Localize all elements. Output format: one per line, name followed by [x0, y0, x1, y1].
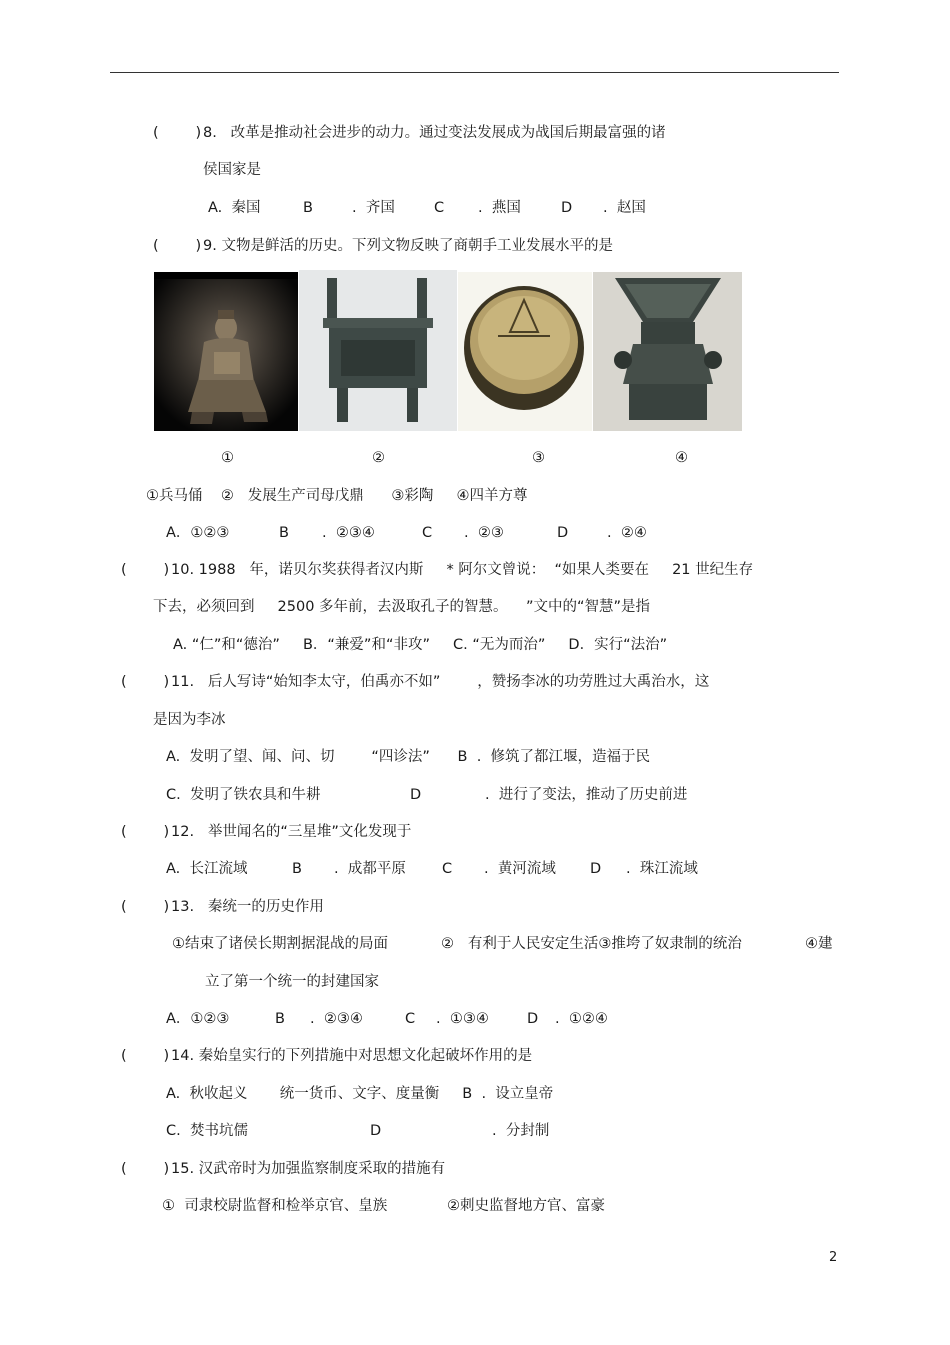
q13-paren: ( )	[121, 899, 170, 915]
q13-item-4: ④建	[805, 936, 833, 952]
q11-option-d: . 进行了变法，推动了历史前进	[485, 787, 688, 803]
q13-option-d-letter: D	[527, 1011, 539, 1027]
q13-stem: 13. 秦统一的历史作用	[171, 899, 324, 915]
q12-option-d-letter: D	[590, 861, 602, 877]
q11-option-d-letter: D	[410, 787, 422, 803]
q13-option-c-letter: C	[405, 1011, 416, 1027]
q9-option-c: . ②③	[464, 525, 504, 541]
q13-option-d: . ①②④	[555, 1011, 608, 1027]
q14-paren: ( )	[121, 1048, 170, 1064]
q10-stem: 10. 1988 年，诺贝尔奖获得者汉内斯 * 阿尔文曾说： “如果人类要在 21 世纪生存	[171, 562, 754, 578]
q8-option-d-letter: D	[561, 200, 573, 216]
painted-pottery-image	[458, 272, 592, 431]
q11-paren: ( )	[121, 674, 170, 690]
q9-paren: ( )	[153, 238, 202, 254]
q14-option-d-letter: D	[370, 1123, 382, 1139]
q12-stem: 12. 举世闻名的“三星堆”文化发现于	[171, 824, 412, 840]
q12-option-d: . 珠江流域	[626, 861, 698, 877]
q11-option-c: C. 发明了铁农具和牛耕	[166, 787, 321, 803]
q8-option-c: . 燕国	[478, 200, 521, 216]
q8-paren: ( )	[153, 125, 202, 141]
q13-option-a: A．①②③	[166, 1011, 230, 1027]
q12-option-a: A. 长江流域	[166, 861, 248, 877]
q13-option-b-letter: B	[275, 1011, 285, 1027]
q14-option-d: . 分封制	[492, 1123, 550, 1139]
q11-options-ab: A. 发明了望、闻、问、切 “四诊法” B . 修筑了都江堰，造福于民	[166, 749, 651, 765]
q15-paren: ( )	[121, 1161, 170, 1177]
terracotta-warrior-image	[154, 272, 298, 431]
q10-options: A. “仁”和“德治” B．“兼爱”和“非攻” C. “无为而治” D．实行“法治”	[173, 637, 668, 653]
q12-option-c: . 黄河流域	[484, 861, 556, 877]
q12-option-b: . 成都平原	[334, 861, 406, 877]
q9-option-d: . ②④	[607, 525, 647, 541]
q15-item-1: ① 司隶校尉监督和检举京官、皇族	[162, 1198, 388, 1214]
q11-stem: 11. 后人写诗“始知李太守，伯禹亦不如” ，赞扬李冰的功劳胜过大禹治水，这	[171, 674, 710, 690]
q15-item-2: ②刺史监督地方官、富豪	[447, 1198, 605, 1214]
q10-paren: ( )	[121, 562, 170, 578]
four-ram-zun-image	[593, 272, 742, 431]
page-number: 2	[829, 1250, 838, 1265]
q14-option-c: C. 焚书坑儒	[166, 1123, 248, 1139]
q8-option-c-letter: C	[434, 200, 445, 216]
q15-stem: 15. 汉武帝时为加强监察制度采取的措施有	[171, 1161, 446, 1177]
q8-stem-cont: 侯国家是	[203, 162, 261, 178]
image-caption-1: ①	[221, 450, 234, 466]
simuwu-ding-image	[299, 270, 457, 431]
q8-option-b: . 齐国	[352, 200, 395, 216]
q13-item-4-cont: 立了第一个统一的封建国家	[205, 974, 379, 990]
q14-options-ab: A. 秋收起义 统一货币、文字、度量衡 B . 设立皇帝	[166, 1086, 554, 1102]
q8-option-b-letter: B	[303, 200, 313, 216]
q10-stem-cont: 下去，必须回到 2500 多年前，去汲取孔子的智慧。 ”文中的“智慧”是指	[153, 599, 651, 615]
q12-option-b-letter: B	[292, 861, 302, 877]
q11-stem-cont: 是因为李冰	[153, 712, 226, 728]
q13-item-1: ①结束了诸侯长期割据混战的局面	[172, 936, 388, 952]
q14-stem: 14. 秦始皇实行的下列措施中对思想文化起破坏作用的是	[171, 1048, 533, 1064]
q12-paren: ( )	[121, 824, 170, 840]
image-caption-2: ②	[372, 450, 385, 466]
image-caption-4: ④	[675, 450, 688, 466]
q13-option-b: . ②③④	[310, 1011, 363, 1027]
q9-option-d-letter: D	[557, 525, 569, 541]
q8-stem: 8. 改革是推动社会进步的动力。通过变法发展成为战国后期最富强的诸	[203, 125, 666, 141]
q13-item-2-3: ② 有利于人民安定生活③推垮了奴隶制的统治	[441, 936, 742, 952]
q8-option-d: . 赵国	[603, 200, 646, 216]
image-caption-3: ③	[532, 450, 545, 466]
q9-option-c-letter: C	[422, 525, 433, 541]
q12-option-c-letter: C	[442, 861, 453, 877]
header-rule	[110, 72, 839, 73]
q9-option-b: . ②③④	[322, 525, 375, 541]
q9-stem: 9. 文物是鲜活的历史。下列文物反映了商朝手工业发展水平的是	[203, 238, 613, 254]
q9-items: ①兵马俑 ② 发展生产司母戊鼎 ③彩陶 ④四羊方尊	[146, 488, 528, 504]
q9-option-b-letter: B	[279, 525, 289, 541]
q9-option-a: A．①②③	[166, 525, 230, 541]
q13-option-c: . ①③④	[436, 1011, 489, 1027]
q8-option-a: A. 秦国	[208, 200, 261, 216]
